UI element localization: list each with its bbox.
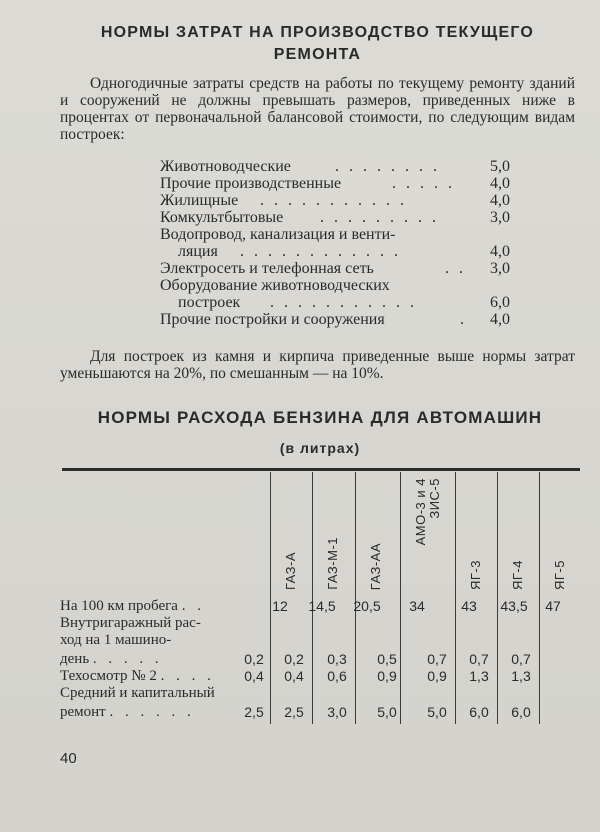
item-name: Электросеть и телефонная сеть xyxy=(160,260,374,277)
table-cell: 1,3 xyxy=(511,668,531,684)
table-cell: 0,5 xyxy=(377,651,397,667)
row-label: Средний и капитальный xyxy=(60,685,215,701)
table-cell: 0,2 xyxy=(284,651,304,667)
table-cell: 0,4 xyxy=(244,668,264,684)
item-name: Животноводческие xyxy=(160,158,291,175)
list-item: Электросеть и телефонная сеть . . 3,0 xyxy=(160,260,510,277)
item-name: Комкультбытовые xyxy=(160,209,284,226)
item-name-continued: построек xyxy=(178,294,241,311)
table-cell: 2,5 xyxy=(244,704,264,720)
row-label: Внутригаражный рас- xyxy=(60,615,201,631)
list-item: Жилищные . . . . . . . . . . . 4,0 xyxy=(160,192,510,209)
table-cell: 12 xyxy=(272,598,288,614)
intro-paragraph xyxy=(60,75,575,143)
table-cell: 6,0 xyxy=(511,704,531,720)
item-name-continued: ляция xyxy=(178,243,218,260)
table-cell: 34 xyxy=(409,598,425,614)
table-cell: 0,3 xyxy=(327,651,347,667)
item-name: Прочие производственные xyxy=(160,175,342,192)
list-item: Комкультбытовые . . . . . . . . . 3,0 xyxy=(160,209,510,226)
table-cell: 14,5 xyxy=(308,598,336,614)
page-number: 40 xyxy=(60,750,77,767)
column-header: ЯГ-4 xyxy=(510,560,525,590)
item-value: 4,0 xyxy=(490,192,510,209)
item-value: 4,0 xyxy=(490,243,510,260)
item-value: 3,0 xyxy=(490,260,510,277)
table-top-rule xyxy=(62,468,580,471)
column-header: АМО-3 и 4 ЗИС-5 xyxy=(412,478,442,546)
table-cell: 3,0 xyxy=(327,704,347,720)
row-label: ход на 1 машино- xyxy=(60,632,172,648)
item-value: 3,0 xyxy=(490,209,510,226)
column-header: ГАЗ-АА xyxy=(368,542,383,590)
item-value: 6,0 xyxy=(490,294,510,311)
table-cell: 0,6 xyxy=(327,668,347,684)
section1-title xyxy=(40,22,595,66)
column-header: ГАЗ-А xyxy=(283,551,298,590)
table-cell: 43 xyxy=(461,598,477,614)
note-text: Для построек из камня и кирпича приведенные выше нормы затрат уменьшаются на 20%, по смешанным — на 10%. xyxy=(60,348,575,382)
column-header: ГАЗ-М-1 xyxy=(325,537,340,590)
list-item: Оборудование животноводческих построек . . . . . . . . . . . 6,0 xyxy=(160,277,510,311)
table-cell: 43,5 xyxy=(500,598,528,614)
list-item: Прочие постройки и сооружения . 4,0 xyxy=(160,311,510,328)
table-cell: 0,7 xyxy=(511,651,531,667)
list-item: Прочие производственные . . . . . 4,0 xyxy=(160,175,510,192)
intro-text: Одногодичные затраты средств на работы по текущему ремонту зданий и сооружений не должны превышать размеров, приведенных ниже в процентах от первоначальной балансовой стоимости, по следующим видам построек: xyxy=(60,75,575,143)
item-value: 4,0 xyxy=(490,175,510,192)
table-cell: 1,3 xyxy=(469,668,489,684)
item-name: Оборудование животноводческих xyxy=(160,277,390,294)
section2-title: НОРМЫ РАСХОДА БЕНЗИНА ДЛЯ АВТОМАШИН xyxy=(97,408,543,427)
item-name: Прочие постройки и сооружения xyxy=(160,311,385,328)
table-cell: 2,5 xyxy=(284,704,304,720)
table-cell: 0,9 xyxy=(377,668,397,684)
section1-title-line2: РЕМОНТА xyxy=(273,46,362,63)
table-cell: 0,7 xyxy=(427,651,447,667)
table-cell: 6,0 xyxy=(469,704,489,720)
note-paragraph xyxy=(60,348,575,382)
item-value: 5,0 xyxy=(490,158,510,175)
table-cell: 47 xyxy=(545,598,561,614)
section2-subtitle: (в литрах) xyxy=(279,440,361,456)
section1-title-line1: НОРМЫ ЗАТРАТ НА ПРОИЗВОДСТВО ТЕКУЩЕГО xyxy=(100,24,535,41)
repair-norms-list xyxy=(160,158,510,328)
table-cell: 5,0 xyxy=(427,704,447,720)
row-label: На 100 км пробега . . xyxy=(60,598,205,614)
table-cell: 20,5 xyxy=(353,598,381,614)
table-cell: 0,2 xyxy=(244,651,264,667)
table-cell: 0,9 xyxy=(427,668,447,684)
row-label: день . . . . . xyxy=(60,651,163,667)
table-cell: 0,4 xyxy=(284,668,304,684)
column-header: ЯГ-3 xyxy=(468,560,483,590)
row-label: ремонт . . . . . . xyxy=(60,704,195,720)
table-cell: 5,0 xyxy=(377,704,397,720)
item-name: Жилищные xyxy=(160,192,239,209)
list-item: Животноводческие . . . . . . . . 5,0 xyxy=(160,158,510,175)
item-value: 4,0 xyxy=(490,311,510,328)
list-item: Водопровод, канализация и венти- ляция . . . . . . . . . . . . 4,0 xyxy=(160,226,510,260)
column-header: ЯГ-5 xyxy=(552,560,567,590)
row-label: Техосмотр № 2 . . . . xyxy=(60,668,215,684)
table-cell: 0,7 xyxy=(469,651,489,667)
item-name: Водопровод, канализация и венти- xyxy=(160,226,396,243)
